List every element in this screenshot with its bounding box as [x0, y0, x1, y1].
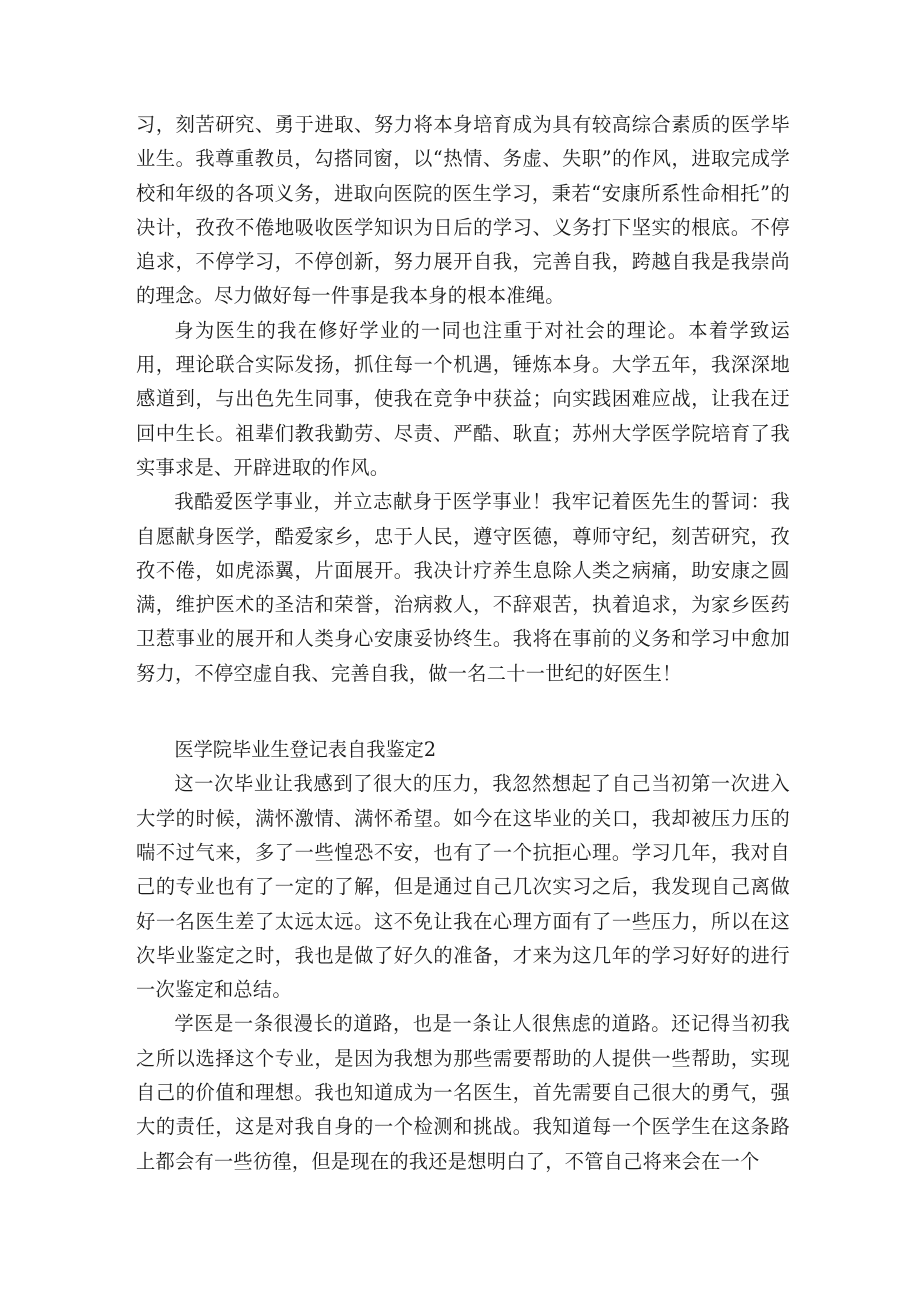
section-gap	[136, 691, 790, 733]
paragraph-1: 习，刻苦研究、勇于进取、努力将本身培育成为具有较高综合素质的医学毕业生。我尊重教员，勾搭同窗，以“热情、务虚、失职”的作风，进取完成学校和年级的各项义务，进取向医院的医生学习，秉若“安康所系性命相托”的决计，孜孜不倦地吸收医学知识为日后的学习、义务打下坚实的根底。不停追求，不停学习，不停创新，努力展开自我，完善自我，跨越自我是我崇尚的理念。尽力做好每一件事是我本身的根本准绳。	[136, 113, 790, 308]
paragraph-3: 我酷爱医学事业，并立志献身于医学事业！我牢记着医先生的誓词：我自愿献身医学，酷爱家乡，忠于人民，遵守医德，尊师守纪，刻苦研究，孜孜不倦，如虎添翼，片面展开。我决计疗养生息除人类之病痛，助安康之圆满，维护医术的圣洁和荣誉，治病救人，不辞艰苦，执着追求，为家乡医药卫惹事业的展开和人类身心安康妥协终生。我将在事前的义务和学习中愈加努力，不停空虚自我、完善自我，做一名二十一世纪的好医生！	[136, 490, 790, 685]
paragraph-5: 学医是一条很漫长的道路，也是一条让人很焦虑的道路。还记得当初我之所以选择这个专业，是因为我想为那些需要帮助的人提供一些帮助，实现自己的价值和理想。我也知道成为一名医生，首先需要自己很大的勇气，强大的责任，这是对我自身的一个检测和挑战。我知道每一个医学生在这条路上都会有一些彷徨，但是现在的我还是想明白了，不管自己将来会在一个	[136, 1012, 790, 1173]
section-title: 医学院毕业生登记表自我鉴定2	[174, 738, 437, 762]
paragraph-2: 身为医生的我在修好学业的一同也注重于对社会的理论。本着学致运用，理论联合实际发扬，抓住每一个机遇，锤炼本身。大学五年，我深深地感道到，与出色先生同事，使我在竞争中获益；向实践困难应战，让我在迂回中生长。祖辈们教我勤劳、尽责、严酷、耿直；苏州大学医学院培育了我实事求是、开辟进取的作风。	[136, 318, 790, 479]
paragraph-4: 这一次毕业让我感到了很大的压力，我忽然想起了自己当初第一次进入大学的时候，满怀激情、满怀希望。如今在这毕业的关口，我却被压力压的喘不过气来，多了一些惶恐不安，也有了一个抗拒心理。学习几年，我对自己的专业也有了一定的了解，但是通过自己几次实习之后，我发现自己离做好一名医生差了太远太远。这不免让我在心理方面有了一些压力，所以在这次毕业鉴定之时，我也是做了好久的准备，才来为这几年的学习好好的进行一次鉴定和总结。	[136, 772, 790, 1002]
document-page	[136, 108, 790, 1179]
